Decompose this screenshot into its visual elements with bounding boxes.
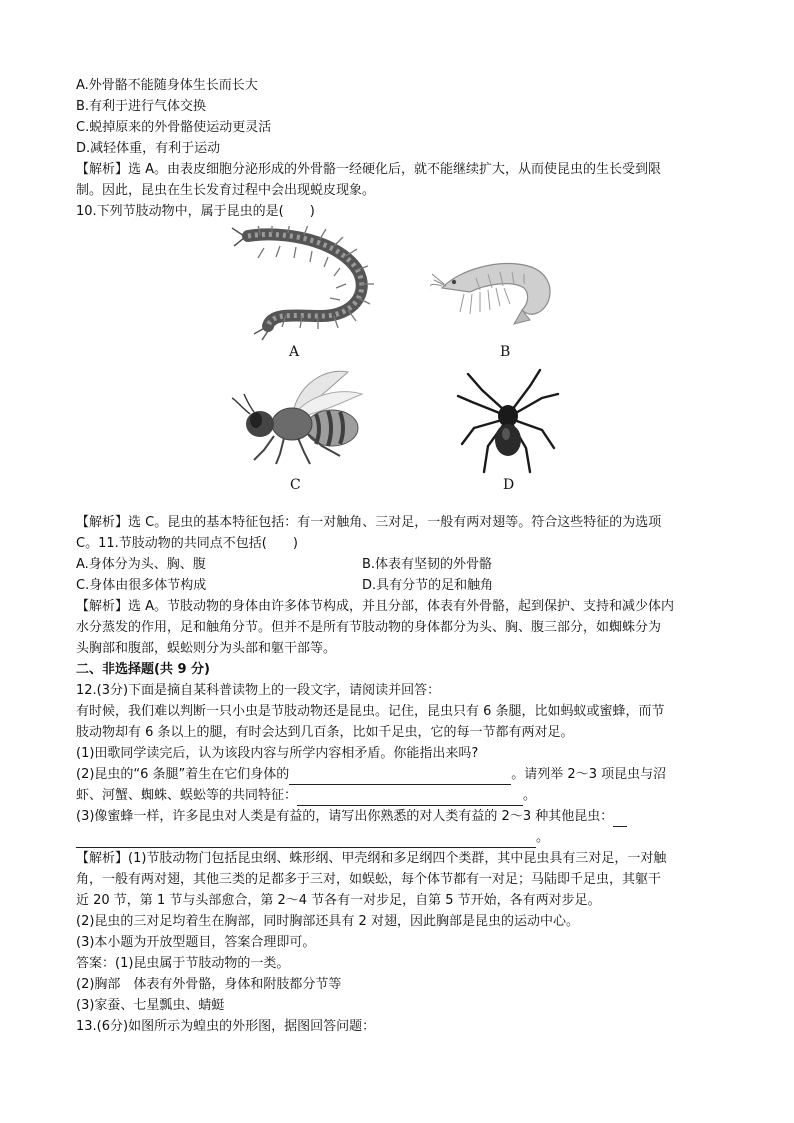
q12-sub3-line	[76, 807, 627, 827]
q12-sub2-line	[76, 786, 536, 806]
q12-answer-line: 答案：(1)昆虫属于节肢动物的一类。	[76, 956, 290, 971]
q9-option-a: A.外骨骼不能随身体生长而长大	[76, 78, 258, 93]
q11-analysis-line: 水分蒸发的作用，足和触角分节。但并不是所有节肢动物的身体都分为头、胸、腹三部分，如蜘蛛分为	[76, 620, 662, 635]
q11-option-b: B.体表有坚韧的外骨骼	[362, 557, 493, 572]
answer-blank-3[interactable]	[613, 812, 627, 827]
q9-option-b: B.有利于进行气体交换	[76, 99, 207, 114]
q10-analysis-line: 【解析】选 C。昆虫的基本特征包括：有一对触角、三对足，一般有两对翅等。符合这些特征的为选项	[76, 515, 662, 530]
q12-passage-line: 肢动物却有 6 条以上的腿，有时会达到几百条，比如千足虫，它的每一节都有两对足。	[76, 725, 574, 740]
q9-analysis-line: 制。因此，昆虫在生长发育过程中会出现蜕皮现象。	[76, 183, 376, 198]
q12-sub2-text: 虾、河蟹、蜘蛛、蜈蚣等的共同特征：	[76, 788, 298, 803]
q12-analysis-line: 【解析】(1)节肢动物门包括昆虫纲、蛛形纲、甲壳纲和多足纲四个类群，其中昆虫具有三对足，一对触	[76, 851, 667, 866]
q12-sub2-line	[76, 765, 666, 785]
q11-option-a: A.身体分为头、胸、腹	[76, 557, 206, 572]
spider-image	[454, 368, 564, 476]
q11-option-c: C.身体由很多体节构成	[76, 578, 207, 593]
q11-analysis-line: 【解析】选 A。节肢动物的身体由许多体节构成，并且分部，体表有外骨骼，起到保护、支持和减少体内	[76, 599, 675, 614]
q12-analysis-line: (3)本小题为开放型题目，答案合理即可。	[76, 935, 316, 950]
q12-stem: 12.(3分)下面是摘自某科普读物上的一段文字，请阅读并回答：	[76, 683, 441, 698]
q11-analysis-line: 头胸部和腹部，蜈蚣则分为头部和躯干部等。	[76, 641, 337, 656]
answer-blank-1[interactable]	[289, 770, 511, 785]
figure-caption-c: C	[290, 477, 301, 493]
q12-answer-line: (3)家蚕、七星瓢虫、蜻蜓	[76, 998, 225, 1013]
q13-stem: 13.(6分)如图所示为蝗虫的外形图，据图回答问题：	[76, 1019, 376, 1034]
q12-sub3-text: (3)像蜜蜂一样，许多昆虫对人类是有益的，请写出你熟悉的对人类有益的 2～3 种其他昆虫：	[76, 809, 614, 824]
q12-sub3-line	[76, 828, 549, 848]
q12-sub3-text: 。	[536, 830, 550, 845]
q12-passage-line: 有时候，我们难以判断一只小虫是节肢动物还是昆虫。记住，昆虫只有 6 条腿，比如蚂蚁或蜜蜂，而节	[76, 704, 665, 719]
q12-sub2-text: (2)昆虫的“6 条腿”着生在它们身体的	[76, 767, 290, 782]
answer-blank-2[interactable]	[297, 791, 523, 806]
q12-sub2-text: 。请列举 2～3 项昆虫与沼	[511, 767, 667, 782]
q12-answer-line: (2)胸部 体表有外骨骼，身体和附肢都分节等	[76, 977, 342, 992]
figure-caption-d: D	[503, 477, 515, 493]
figure-caption-b: B	[500, 344, 511, 360]
q12-sub2-text: 。	[523, 788, 537, 803]
bee-image	[224, 368, 374, 468]
q12-analysis-line: (2)昆虫的三对足均着生在胸部，同时胸部还具有 2 对翅，因此胸部是昆虫的运动中心。	[76, 914, 579, 929]
q12-analysis-line: 近 20 节，第 1 节与头部愈合，第 2～4 节各有一对步足，自第 5 节开始，各有两对步足。	[76, 893, 601, 908]
section-heading: 二、非选择题(共 9 分)	[76, 662, 210, 677]
q10-analysis-line: C。11.节肢动物的共同点不包括( )	[76, 536, 298, 551]
shrimp-image	[430, 246, 558, 330]
q11-option-d: D.具有分节的足和触角	[362, 578, 494, 593]
centipede-image	[230, 226, 380, 342]
q9-analysis-line: 【解析】选 A。由表皮细胞分泌形成的外骨骼一经硬化后，就不能继续扩大，从而使昆虫的生长受到限	[76, 162, 662, 177]
q12-sub1: (1)田歌同学读完后，认为该段内容与所学内容相矛盾。你能指出来吗?	[76, 746, 479, 761]
q9-option-d: D.减轻体重，有利于运动	[76, 141, 221, 156]
answer-blank-4[interactable]	[76, 833, 536, 848]
q10-stem: 10.下列节肢动物中，属于昆虫的是( )	[76, 204, 315, 219]
figure-caption-a: A	[289, 344, 300, 360]
q12-analysis-line: 角，一般有两对翅，其他三类的足都多于三对，如蜈蚣，每个体节都有一对足；马陆即千足虫，其躯干	[76, 872, 662, 887]
q9-option-c: C.蜕掉原来的外骨骼使运动更灵活	[76, 120, 272, 135]
